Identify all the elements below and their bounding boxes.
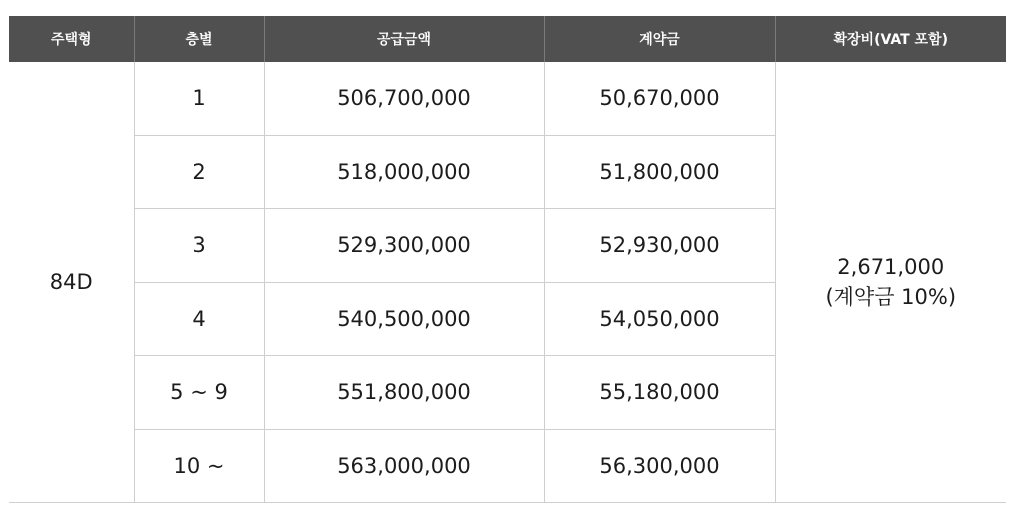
- header-row: [9, 16, 1006, 62]
- supply-price-cell: 563,000,000: [264, 429, 544, 503]
- deposit-cell: 50,670,000: [544, 62, 775, 135]
- header-floor: 층별: [134, 16, 264, 62]
- price-table: [9, 16, 1006, 503]
- header-supply-price: 공급금액: [264, 16, 544, 62]
- supply-price-cell: 506,700,000: [264, 62, 544, 135]
- header-deposit: 계약금: [544, 16, 775, 62]
- table-row: [9, 62, 1006, 135]
- deposit-cell: 51,800,000: [544, 135, 775, 209]
- supply-price-cell: 551,800,000: [264, 356, 544, 430]
- floor-cell: 10 ~: [134, 429, 264, 503]
- table-header: [9, 16, 1006, 62]
- price-table-container: [9, 16, 1006, 503]
- supply-price-cell: 529,300,000: [264, 209, 544, 283]
- floor-cell: 2: [134, 135, 264, 209]
- deposit-cell: 54,050,000: [544, 282, 775, 356]
- floor-cell: 3: [134, 209, 264, 283]
- header-extension-fee: 확장비(VAT 포함): [775, 16, 1006, 62]
- floor-cell: 4: [134, 282, 264, 356]
- floor-cell: 1: [134, 62, 264, 135]
- extension-fee-value: 2,671,000: [837, 255, 945, 279]
- extension-fee-cell: [775, 62, 1006, 503]
- table-body: [9, 62, 1006, 503]
- unit-type-cell: 84D: [9, 62, 134, 503]
- extension-fee-note: (계약금 10%): [825, 285, 957, 309]
- floor-cell: 5 ~ 9: [134, 356, 264, 430]
- deposit-cell: 55,180,000: [544, 356, 775, 430]
- deposit-cell: 56,300,000: [544, 429, 775, 503]
- deposit-cell: 52,930,000: [544, 209, 775, 283]
- supply-price-cell: 518,000,000: [264, 135, 544, 209]
- header-unit-type: 주택형: [9, 16, 134, 62]
- supply-price-cell: 540,500,000: [264, 282, 544, 356]
